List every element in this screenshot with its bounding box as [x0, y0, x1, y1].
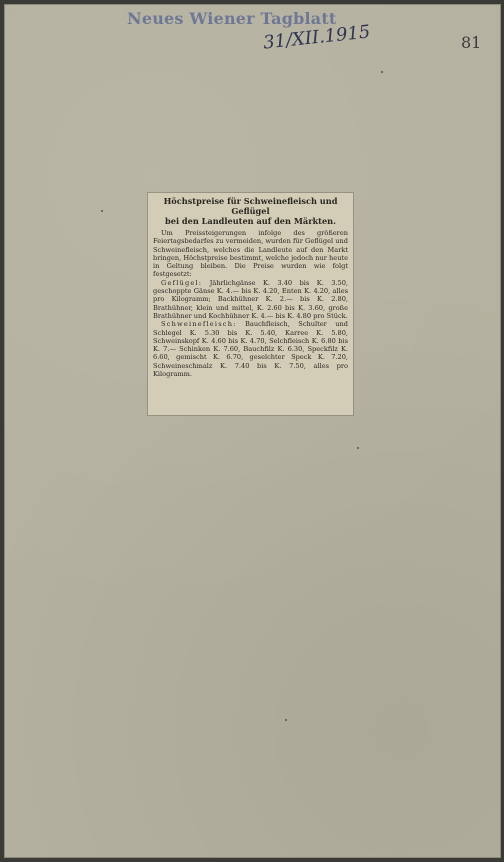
pork-prices: Bauchfleisch, Schulter und Schlegel K. 5.30 bis K. 5.40, Karree K. 5.80, Schweinskopf K. 4.60 bis K. 4.70, Selchfleisch K. 6.80 bis K. 7.— Schinken K. 7.60, Bauchfilz K. 6.30, Speckfilz K. 6.60, gemischt K. 6.70, geselchter Speck K. 7.20, Schweineschmalz K. 7.40 bis K. 7.50, alles pro Kilogramm. — [153, 320, 348, 379]
headline-line-1: Höchstpreise für Schweinefleisch und Geflügel — [163, 196, 338, 216]
page-number: 81 — [461, 33, 482, 52]
clipping-headline — [153, 196, 348, 226]
poultry-paragraph — [153, 279, 348, 320]
pork-paragraph — [153, 320, 348, 378]
paper-speck — [101, 210, 103, 212]
newspaper-clipping — [148, 193, 353, 415]
intro-paragraph: Um Preissteigerungen infolge des größeren Feiertagsbedarfes zu vermeiden, wurden für Geflügel und Schweinefleisch, welches die Landleute auf den Markt bringen, Höchstpreise bestimmt, welche jedoch nur heute in Geltung bleiben. Die Preise wurden wie folgt festgesetzt: — [153, 229, 348, 279]
handwritten-date: 31/XII.1915 — [262, 21, 372, 54]
archive-page — [4, 4, 501, 858]
poultry-prices: Jährlichgänse K. 3.40 bis K. 3.50, geschoppte Gänse K. 4.— bis K. 4.20, Enten K. 4.20, alles pro Kilogramm; Backhühner K. 2.— bis K. 2.80, Brathühner, klein und mittel, K. 2.60 bis K. 3.60, große Brathühner und Kochhühner K. 4.— bis K. 4.80 pro Stück. — [153, 278, 348, 320]
newspaper-stamp: Neues Wiener Tagblatt — [127, 9, 337, 28]
headline-line-2: bei den Landleuten auf den Märkten. — [165, 216, 336, 226]
paper-speck — [381, 71, 383, 73]
poultry-label: Geflügel: — [161, 278, 203, 287]
pork-label: Schweinefleisch: — [161, 320, 237, 329]
paper-speck — [285, 719, 287, 721]
paper-speck — [357, 447, 359, 449]
